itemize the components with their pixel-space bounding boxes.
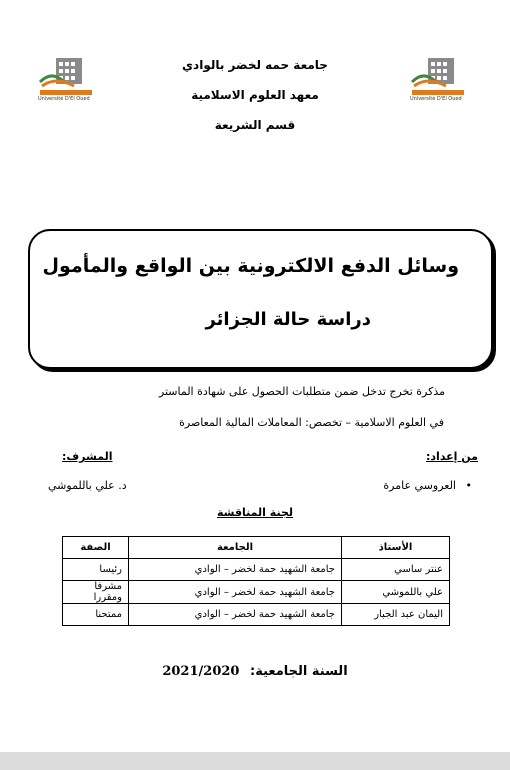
- description-line-2: في العلوم الاسلامية – تخصص: المعاملات المالية المعاصرة: [179, 416, 444, 429]
- professor-role: مشرفا ومقررا: [63, 581, 129, 604]
- professor-role: رئيسا: [63, 559, 129, 581]
- professor-university: جامعة الشهيد حمة لخضر – الوادي: [129, 559, 342, 581]
- institute-name: معهد العلوم الاسلامية: [191, 88, 319, 102]
- professor-name: عنتر ساسي: [342, 559, 450, 581]
- logo-caption-left: Université D'El Oued: [38, 96, 90, 102]
- prepared-by-name: العروسي عامرة: [383, 479, 456, 492]
- header-professor: الأستاذ: [342, 537, 450, 559]
- committee-table: [62, 536, 450, 626]
- professor-university: جامعة الشهيد حمة لخضر – الوادي: [129, 604, 342, 626]
- table-row: [63, 604, 450, 626]
- professor-name: علي باللموشي: [342, 581, 450, 604]
- header-university: الجامعة: [129, 537, 342, 559]
- prepared-by-name-row: [383, 479, 472, 492]
- table-row: [63, 559, 450, 581]
- professor-university: جامعة الشهيد حمة لخضر – الوادي: [129, 581, 342, 604]
- thesis-subtitle: دراسة حالة الجزائر: [205, 309, 371, 330]
- university-name: جامعة حمه لخضر بالوادي: [182, 58, 328, 72]
- committee-title: لجنة المناقشة: [216, 506, 293, 519]
- supervisor-name: د. علي باللموشي: [48, 479, 127, 492]
- title-box: [28, 229, 493, 369]
- prepared-by-label: من إعداد:: [426, 450, 478, 463]
- department-name: قسم الشريعة: [214, 118, 296, 132]
- professor-role: ممتحنا: [63, 604, 129, 626]
- description-line-1: مذكرة تخرج تدخل ضمن متطلبات الحصول على شهادة الماستر: [158, 385, 445, 398]
- header-role: الصفة: [63, 537, 129, 559]
- professor-name: اليمان عبد الجبار: [342, 604, 450, 626]
- academic-year: [0, 664, 510, 679]
- thesis-title: وسائل الدفع الالكترونية بين الواقع والمأمول: [42, 255, 459, 277]
- supervisor-label: المشرف:: [62, 450, 113, 463]
- page-bottom-bar: [0, 752, 510, 770]
- academic-year-label: السنة الجامعية:: [250, 664, 348, 679]
- committee-header-row: [63, 537, 450, 559]
- bullet-icon: •: [465, 479, 472, 492]
- academic-year-value: 2021/2020: [162, 664, 240, 679]
- table-row: [63, 581, 450, 604]
- logo-caption-right: Université D'El Oued: [410, 96, 462, 102]
